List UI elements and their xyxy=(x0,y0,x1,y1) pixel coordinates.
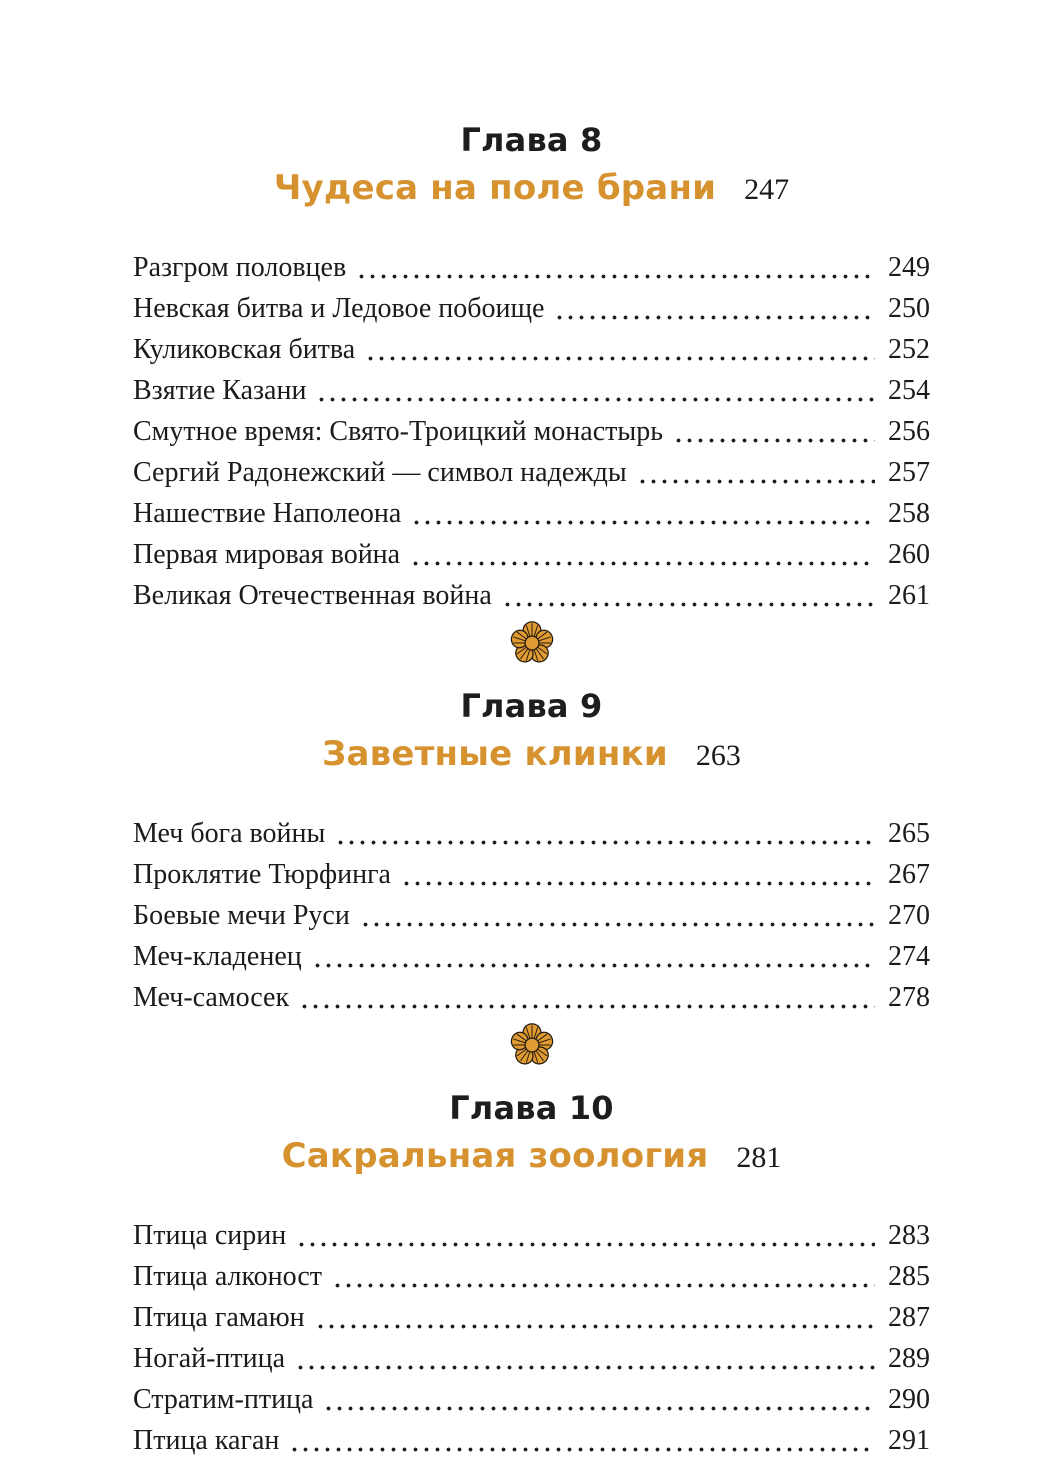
dot-leader xyxy=(332,1256,875,1297)
dot-leader xyxy=(296,1215,875,1256)
chapter-title: Заветные клинки xyxy=(322,734,668,774)
toc-entries xyxy=(133,247,930,616)
dot-leader xyxy=(316,370,875,411)
toc-entry-title: Первая мировая война xyxy=(133,539,401,570)
toc-entry-page-number: 287 xyxy=(888,1302,930,1333)
chapter-label: Глава 8 xyxy=(460,121,603,159)
chapter-title-line xyxy=(133,733,930,777)
dot-leader xyxy=(554,288,875,329)
chapter-section xyxy=(133,688,930,1068)
toc-entry-row xyxy=(133,288,930,329)
flower-ornament-icon xyxy=(509,620,555,666)
toc-entry-title: Птица гамаюн xyxy=(133,1302,305,1333)
toc-entry-page-number: 270 xyxy=(888,900,930,931)
chapter-header xyxy=(133,688,930,777)
toc-entry-title: Стратим-птица xyxy=(133,1384,314,1415)
toc-entry-row xyxy=(133,1379,930,1420)
toc-entry-title: Меч-самосек xyxy=(133,982,290,1013)
dot-leader xyxy=(502,575,875,616)
toc-entry-title: Великая Отечественная война xyxy=(133,580,492,611)
dot-leader xyxy=(411,493,875,534)
toc-entry-page-number: 283 xyxy=(888,1220,930,1251)
dot-leader xyxy=(365,329,875,370)
toc-entry-row xyxy=(133,1338,930,1379)
toc-entry-page-number: 258 xyxy=(888,498,930,529)
chapter-header xyxy=(133,1090,930,1179)
toc-entry-row xyxy=(133,534,930,575)
toc-entry-title: Сергий Радонежский — символ надежды xyxy=(133,457,627,488)
dot-leader xyxy=(295,1338,875,1379)
toc-entry-page-number: 290 xyxy=(888,1384,930,1415)
section-divider xyxy=(133,1022,930,1068)
dot-leader xyxy=(637,452,875,493)
chapter-label: Глава 9 xyxy=(460,687,603,725)
chapter-label: Глава 10 xyxy=(449,1089,614,1127)
toc-entry-row xyxy=(133,1297,930,1338)
dot-leader xyxy=(410,534,875,575)
chapter-title: Чудеса на поле брани xyxy=(273,168,717,208)
toc-entry-title: Взятие Казани xyxy=(133,375,307,406)
toc-entry-title: Невская битва и Ледовое побоище xyxy=(133,293,545,324)
toc-entry-page-number: 267 xyxy=(888,859,930,890)
toc-entry-row xyxy=(133,370,930,411)
dot-leader xyxy=(315,1297,875,1338)
toc-entry-page-number: 274 xyxy=(888,941,930,972)
flower-ornament-icon xyxy=(509,1022,555,1068)
toc-entry-page-number: 261 xyxy=(888,580,930,611)
toc-entry-title: Куликовская битва xyxy=(133,334,356,365)
dot-leader xyxy=(673,411,875,452)
toc-entry-row xyxy=(133,977,930,1018)
toc-entry-page-number: 252 xyxy=(888,334,930,365)
toc-entry-page-number: 257 xyxy=(888,457,930,488)
chapter-page-number: 247 xyxy=(744,173,790,206)
toc-entry-title: Разгром половцев xyxy=(133,252,347,283)
toc-entry-row xyxy=(133,895,930,936)
chapter-section xyxy=(133,1090,930,1461)
toc-entry-page-number: 285 xyxy=(888,1261,930,1292)
toc-entry-page-number: 256 xyxy=(888,416,930,447)
toc-entry-title: Птица алконост xyxy=(133,1261,323,1292)
toc-entry-title: Птица сирин xyxy=(133,1220,287,1251)
toc-entry-title: Проклятие Тюрфинга xyxy=(133,859,391,890)
toc-entry-row xyxy=(133,854,930,895)
dot-leader xyxy=(356,247,875,288)
toc-entry-title: Птица каган xyxy=(133,1425,280,1456)
toc-entry-row xyxy=(133,1215,930,1256)
toc-entry-row xyxy=(133,575,930,616)
toc-entry-row xyxy=(133,936,930,977)
toc-entry-page-number: 289 xyxy=(888,1343,930,1374)
toc-entry-page-number: 249 xyxy=(888,252,930,283)
section-divider xyxy=(133,620,930,666)
toc-entry-page-number: 260 xyxy=(888,539,930,570)
toc-entry-row xyxy=(133,493,930,534)
toc-entry-row xyxy=(133,1420,930,1461)
toc-entry-row xyxy=(133,452,930,493)
toc-entry-title: Меч-кладенец xyxy=(133,941,302,972)
chapter-title-line xyxy=(133,1135,930,1179)
toc-entry-row xyxy=(133,329,930,370)
chapter-section xyxy=(133,122,930,666)
toc-entry-row xyxy=(133,411,930,452)
dot-leader xyxy=(323,1379,875,1420)
dot-leader xyxy=(289,1420,875,1461)
chapter-page-number: 263 xyxy=(695,739,741,772)
toc-entry-title: Нашествие Наполеона xyxy=(133,498,402,529)
toc-entries xyxy=(133,1215,930,1461)
toc-entry-page-number: 278 xyxy=(888,982,930,1013)
dot-leader xyxy=(312,936,875,977)
toc-entry-row xyxy=(133,1256,930,1297)
dot-leader xyxy=(335,813,875,854)
toc-entry-row xyxy=(133,247,930,288)
toc-entry-title: Меч бога войны xyxy=(133,818,326,849)
toc-entry-page-number: 291 xyxy=(888,1425,930,1456)
chapter-header xyxy=(133,122,930,211)
toc-entry-page-number: 265 xyxy=(888,818,930,849)
toc-entry-title: Боевые мечи Руси xyxy=(133,900,350,931)
toc-entry-title: Ногай-птица xyxy=(133,1343,286,1374)
toc-entry-row xyxy=(133,813,930,854)
chapter-title: Сакральная зоология xyxy=(281,1136,709,1176)
dot-leader xyxy=(401,854,875,895)
dot-leader xyxy=(299,977,875,1018)
chapter-page-number: 281 xyxy=(736,1141,782,1174)
dot-leader xyxy=(360,895,875,936)
toc-entry-page-number: 254 xyxy=(888,375,930,406)
toc-entry-page-number: 250 xyxy=(888,293,930,324)
toc-entry-title: Смутное время: Свято-Троицкий монастырь xyxy=(133,416,663,447)
toc-entries xyxy=(133,813,930,1018)
chapter-title-line xyxy=(133,167,930,211)
